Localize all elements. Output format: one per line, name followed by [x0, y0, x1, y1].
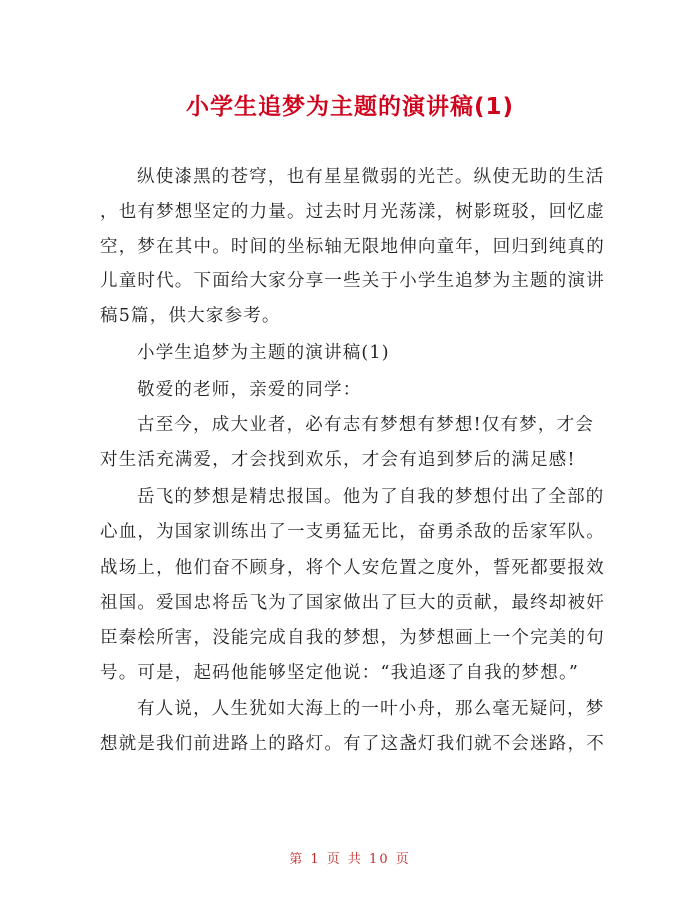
- body-line-3: 空，梦在其中。时间的坐标轴无限地伸向童年，回归到纯真的: [100, 237, 605, 257]
- body-line-2: ，也有梦想坚定的力量。过去时月光荡漾，树影斑驳，回忆虚: [100, 202, 605, 222]
- body-line-17: 想就是我们前进路上的路灯。有了这盏灯我们就不会迷路，不: [100, 734, 605, 754]
- body-line-7: 敬爱的老师，亲爱的同学：: [137, 380, 362, 400]
- body-line-9: 对生活充满爱，才会找到欢乐，才会有追到梦后的满足感!: [100, 450, 576, 470]
- body-line-4: 儿童时代。下面给大家分享一些关于小学生追梦为主题的演讲: [100, 271, 605, 291]
- body-line-15: 号。可是，起码他能够坚定他说：“我追逐了自我的梦想。”: [100, 663, 580, 683]
- body-line-11: 心血，为国家训练出了一支勇猛无比，奋勇杀敌的岳家军队。: [100, 522, 605, 542]
- body-line-1: 纵使漆黑的苍穹，也有星星微弱的光芒。纵使无助的生活: [137, 167, 605, 187]
- body-line-14: 臣秦桧所害，没能完成自我的梦想，为梦想画上一个完美的句: [100, 628, 605, 648]
- page-footer: 第 1 页 共 10 页: [289, 852, 411, 867]
- body-line-16: 有人说，人生犹如大海上的一叶小舟，那么毫无疑问，梦: [137, 699, 605, 719]
- page-title: 小学生追梦为主题的演讲稿(1): [185, 94, 515, 120]
- body-line-13: 祖国。爱国忠将岳飞为了国家做出了巨大的贡献，最终却被奸: [100, 593, 605, 613]
- body-line-8: 古至今，成大业者，必有志有梦想有梦想!仅有梦，才会: [137, 415, 595, 435]
- body-line-12: 战场上，他们奋不顾身，将个人安危置之度外，誓死都要报效: [100, 558, 605, 578]
- body-line-5: 稿5篇，供大家参考。: [100, 306, 281, 326]
- body-line-10: 岳飞的梦想是精忠报国。他为了自我的梦想付出了全部的: [137, 487, 605, 507]
- body-line-6: 小学生追梦为主题的演讲稿(1): [137, 343, 390, 363]
